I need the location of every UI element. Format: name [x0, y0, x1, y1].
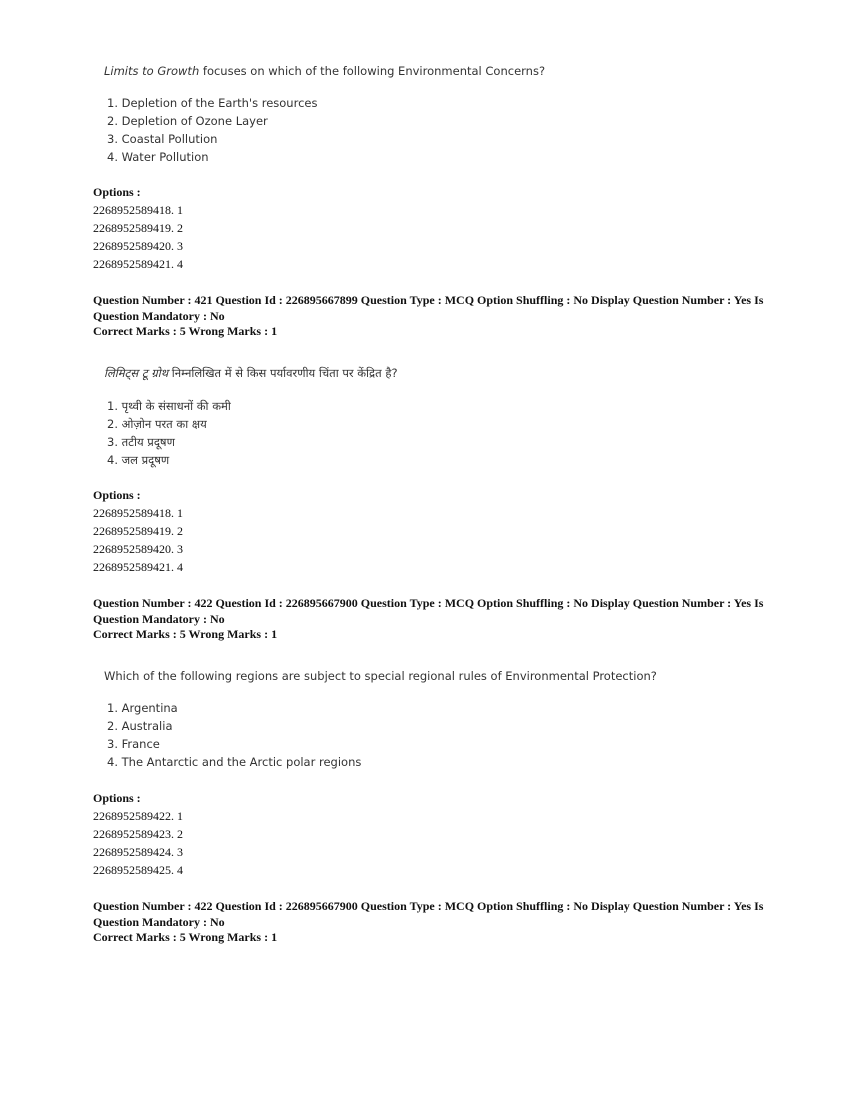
question-mandatory-line: Question Mandatory : No: [93, 611, 225, 626]
choice-list: [104, 699, 657, 771]
options-label: Options :: [93, 185, 141, 199]
question-stem: [104, 64, 545, 78]
options-label: Options :: [93, 791, 141, 805]
option-id: 2268952589418. 1: [93, 506, 183, 520]
choice-item: 1. पृथ्वी के संसाधनों की कमी: [107, 399, 231, 413]
choice-item: 2. Depletion of Ozone Layer: [107, 114, 268, 128]
choice-list: [104, 94, 545, 166]
option-id: 2268952589424. 3: [93, 845, 183, 859]
question-stem-title: Limits to Growth: [104, 64, 200, 78]
question-stem-text: निम्नलिखित में से किस पर्यावरणीय चिंता पर केंद्रित है?: [168, 366, 398, 380]
choice-item: 2. ओज़ोन परत का क्षय: [107, 417, 207, 431]
question-mandatory-line: Question Mandatory : No: [93, 308, 225, 323]
choice-item: 1. Argentina: [107, 701, 178, 715]
question-text-hindi: [104, 366, 398, 469]
option-id: 2268952589421. 4: [93, 560, 183, 574]
marks-line: Correct Marks : 5 Wrong Marks : 1: [93, 627, 278, 641]
option-id: 2268952589418. 1: [93, 203, 183, 217]
option-id: 2268952589423. 2: [93, 827, 183, 841]
question-metadata: [93, 293, 765, 340]
marks-line: Correct Marks : 5 Wrong Marks : 1: [93, 930, 278, 944]
question-stem-text: Which of the following regions are subject to special regional rules of Environmental Protection?: [104, 669, 657, 683]
choice-item: 4. जल प्रदूषण: [107, 453, 170, 467]
choice-item: 1. Depletion of the Earth's resources: [107, 96, 318, 110]
question-stem-text: focuses on which of the following Environmental Concerns?: [199, 64, 546, 78]
choice-item: 4. Water Pollution: [107, 150, 209, 164]
option-id: 2268952589419. 2: [93, 524, 183, 538]
option-id: 2268952589422. 1: [93, 809, 183, 823]
choice-item: 3. तटीय प्रदूषण: [107, 435, 175, 449]
option-id: 2268952589420. 3: [93, 239, 183, 253]
question-info-line: Question Number : 422 Question Id : 226895667900 Question Type : MCQ Option Shuffling : No Display Question Number : Yes Is: [93, 899, 764, 913]
option-id: 2268952589421. 4: [93, 257, 183, 271]
options-label: Options :: [93, 488, 141, 502]
question-text: [104, 669, 657, 771]
choice-item: 3. France: [107, 737, 160, 751]
question-stem: [104, 366, 398, 381]
marks-line: Correct Marks : 5 Wrong Marks : 1: [93, 324, 278, 338]
options-list: [93, 789, 183, 879]
options-list: [93, 486, 183, 576]
question-metadata: [93, 596, 765, 643]
question-info-line: Question Number : 422 Question Id : 226895667900 Question Type : MCQ Option Shuffling : No Display Question Number : Yes Is: [93, 596, 764, 610]
question-info-line: Question Number : 421 Question Id : 226895667899 Question Type : MCQ Option Shuffling : No Display Question Number : Yes Is: [93, 293, 764, 307]
choice-item: 3. Coastal Pollution: [107, 132, 218, 146]
choice-item: 2. Australia: [107, 719, 173, 733]
choice-item: 4. The Antarctic and the Arctic polar regions: [107, 755, 362, 769]
option-id: 2268952589425. 4: [93, 863, 183, 877]
choice-list: [104, 397, 398, 469]
question-metadata: [93, 899, 765, 946]
question-mandatory-line: Question Mandatory : No: [93, 914, 225, 929]
options-list: [93, 183, 183, 273]
option-id: 2268952589420. 3: [93, 542, 183, 556]
option-id: 2268952589419. 2: [93, 221, 183, 235]
question-stem-title: लिमिट्स टू ग्रोथ: [104, 366, 169, 380]
question-text: [104, 64, 545, 166]
question-stem: [104, 669, 657, 683]
